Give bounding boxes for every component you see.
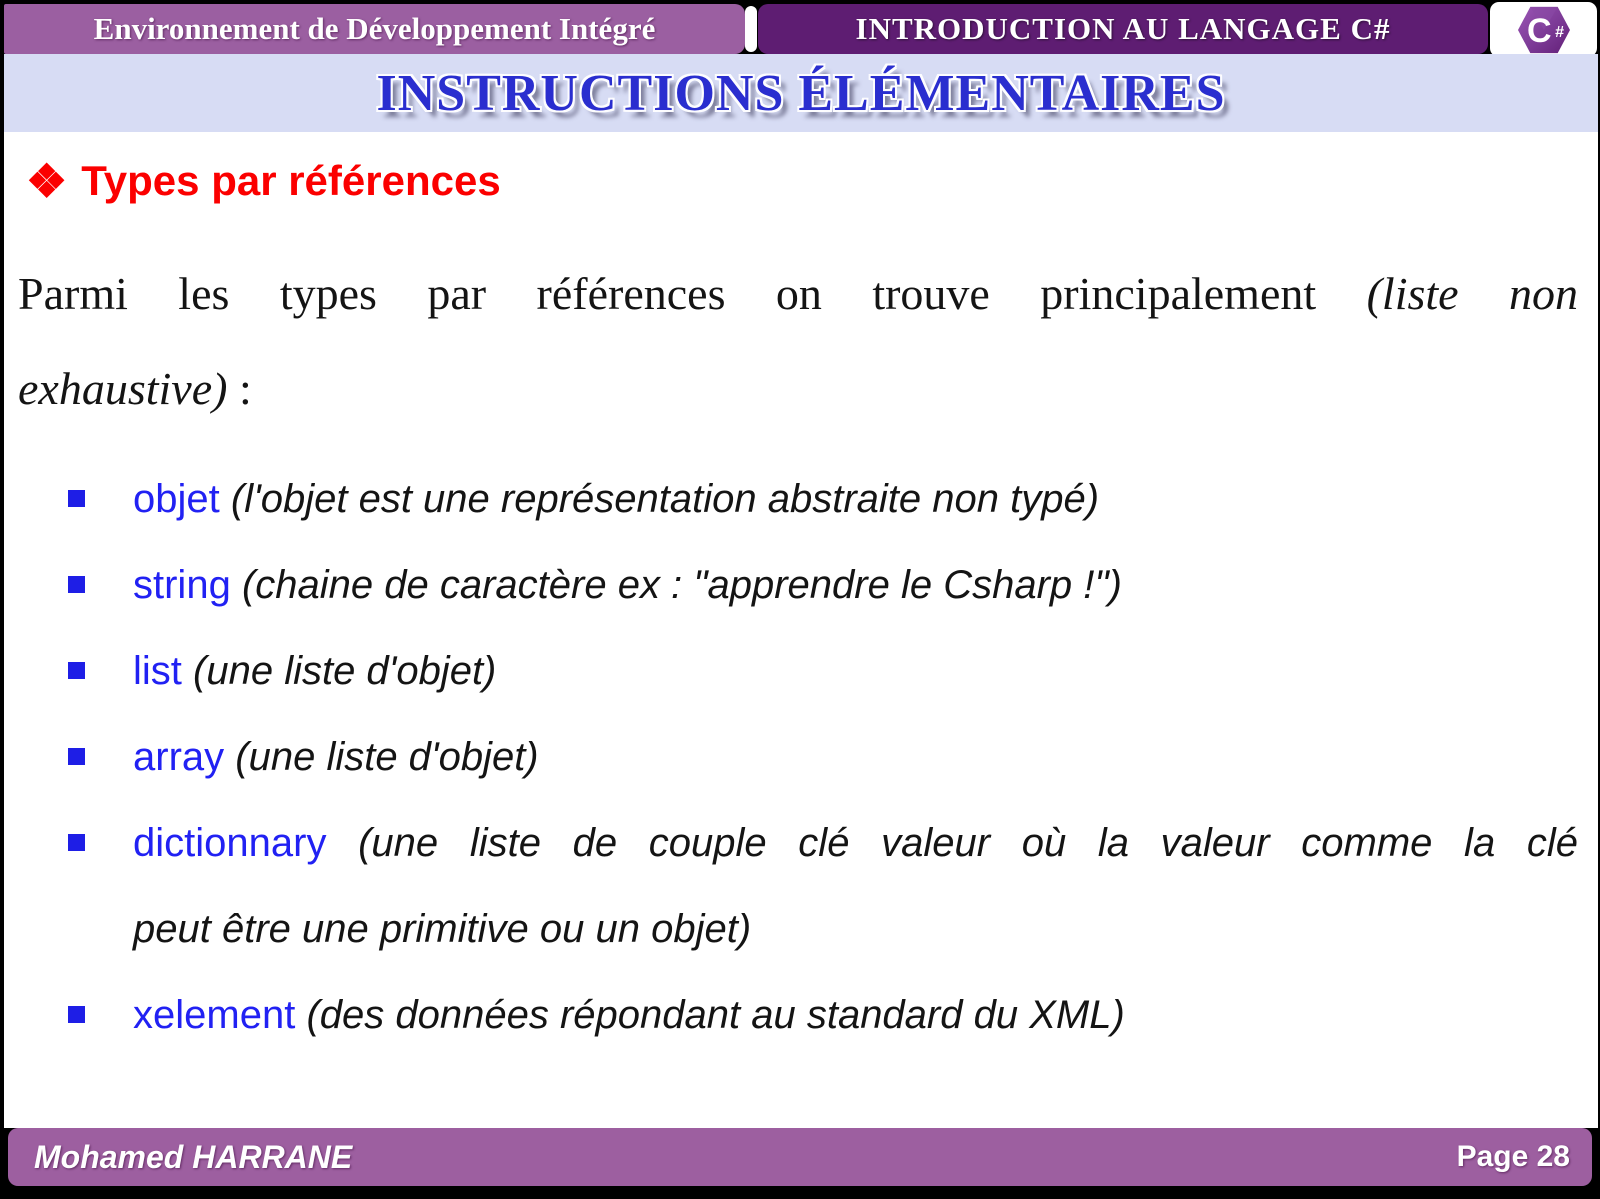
- page-title: INSTRUCTIONS ÉLÉMENTAIRES: [376, 64, 1226, 122]
- bullet-square-icon: [68, 1006, 85, 1023]
- intro-line1-regular: Parmi les types par références on trouve principalement: [18, 268, 1317, 319]
- bullet-square-icon: [68, 490, 85, 507]
- list-item-dictionnary: [68, 800, 1578, 972]
- list-item-string: [68, 542, 1578, 628]
- bullet-square-icon: [68, 748, 85, 765]
- list-item-xelement: [68, 972, 1578, 1058]
- csharp-logo-icon: [1513, 4, 1575, 56]
- type-description-line2: peut être une primitive ou un objet): [133, 907, 752, 951]
- intro-line2-regular: :: [227, 363, 252, 414]
- intro-paragraph-line2: [18, 341, 1578, 436]
- header-left-title: [4, 4, 745, 54]
- header-divider: [745, 6, 757, 52]
- reference-types-list: [4, 456, 1598, 1058]
- type-keyword: objet: [133, 477, 220, 521]
- type-description: (une liste d'objet): [235, 735, 539, 779]
- type-keyword: string: [133, 563, 231, 607]
- type-keyword: array: [133, 735, 225, 779]
- bullet-square-icon: [68, 576, 85, 593]
- type-keyword: dictionnary: [133, 821, 327, 865]
- bullet-square-icon: [68, 662, 85, 679]
- type-description: (des données répondant au standard du XML): [306, 993, 1125, 1037]
- title-band: [4, 54, 1598, 132]
- slide-body: [4, 132, 1598, 1128]
- intro-paragraph: [18, 246, 1578, 436]
- intro-line2-italic: exhaustive): [18, 363, 228, 414]
- footer-author: Mohamed HARRANE: [34, 1138, 353, 1175]
- type-description: (chaine de caractère ex : "apprendre le Csharp !"): [241, 563, 1122, 607]
- type-description: (l'objet est une représentation abstraite non typé): [230, 477, 1100, 521]
- svg-text:C: C: [1526, 11, 1552, 50]
- header-left-label: Environnement de Développement Intégré: [93, 11, 656, 46]
- section-heading-label: Types par références: [81, 157, 501, 204]
- list-item-list: [68, 628, 1578, 714]
- header-right-title: [758, 4, 1488, 54]
- type-keyword: list: [133, 649, 182, 693]
- header-right-label: INTRODUCTION AU LANGAGE C#: [855, 11, 1391, 46]
- svg-text:#: #: [1554, 22, 1564, 41]
- list-item-objet: [68, 456, 1578, 542]
- intro-paragraph-line1: [18, 246, 1578, 341]
- type-description: (une liste de couple clé valeur où la valeur comme la clé: [358, 821, 1578, 865]
- section-heading: [26, 154, 1598, 208]
- csharp-logo-panel: [1490, 2, 1597, 57]
- type-keyword: xelement: [133, 993, 296, 1037]
- list-item-array: [68, 714, 1578, 800]
- intro-line1-italic: (liste non: [1366, 268, 1579, 319]
- bullet-square-icon: [68, 834, 85, 851]
- diamond-bullet-icon: ❖: [26, 155, 68, 207]
- type-description: (une liste d'objet): [193, 649, 497, 693]
- footer-bar: [8, 1128, 1592, 1186]
- footer-page-number: Page 28: [1456, 1140, 1570, 1173]
